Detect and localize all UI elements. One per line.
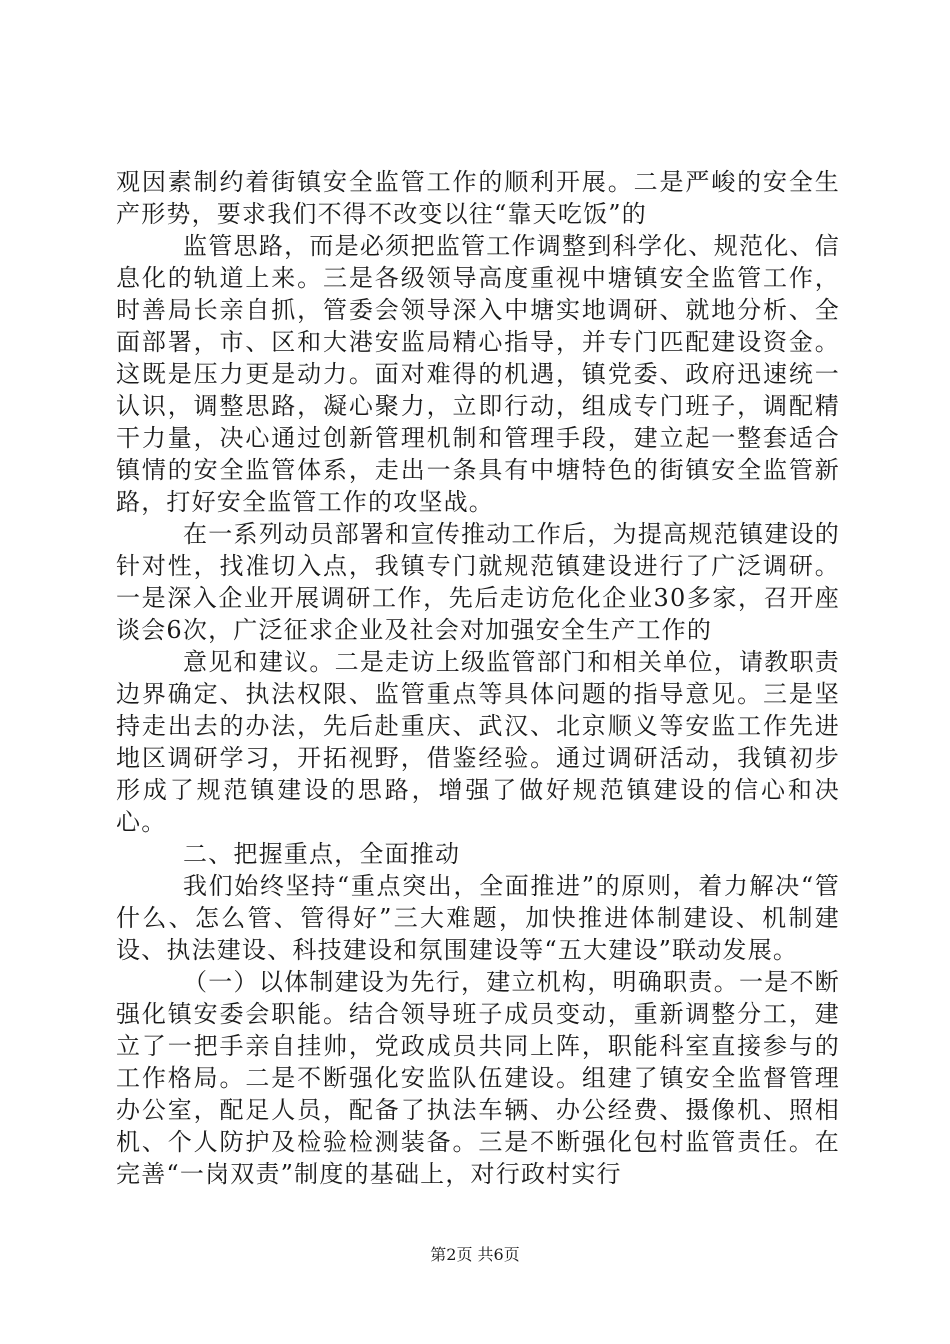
paragraph-1: 观因素制约着街镇安全监管工作的顺利开展。二是严峻的安全生产形势，要求我们不得不改变以往“靠天吃饭”的 [116, 168, 840, 228]
paragraph-2: 监管思路，而是必须把监管工作调整到科学化、规范化、信息化的轨道上来。三是各级领导高度重视中塘镇安全监管工作，时善局长亲自抓，管委会领导深入中塘实地调研、就地分析、全面部署，市、区和大港安监局精心指导，并专门匹配建设资金。这既是压力更是动力。面对难得的机遇，镇党委、政府迅速统一认识，调整思路，凝心聚力，立即行动，组成专门班子，调配精干力量，决心通过创新管理机制和管理手段，建立起一整套适合镇情的安全监管体系，走出一条具有中塘特色的街镇安全监管新路，打好安全监管工作的攻坚战。 [116, 232, 840, 516]
paragraph-3: 在一系列动员部署和宣传推动工作后，为提高规范镇建设的针对性，找准切入点，我镇专门就规范镇建设进行了广泛调研。一是深入企业开展调研工作，先后走访危化企业30多家，召开座谈会6次，广泛征求企业及社会对加强安全生产工作的 [116, 520, 840, 644]
paragraph-4: 意见和建议。二是走访上级监管部门和相关单位，请教职责边界确定、执法权限、监管重点等具体问题的指导意见。三是坚持走出去的办法，先后赴重庆、武汉、北京顺义等安监工作先进地区调研学习，开拓视野，借鉴经验。通过调研活动，我镇初步形成了规范镇建设的思路，增强了做好规范镇建设的信心和决心。 [116, 648, 840, 836]
document-body [116, 166, 840, 1190]
page-footer: 第2页 共6页 [430, 1245, 520, 1264]
paragraph-5: 我们始终坚持“重点突出，全面推进”的原则，着力解决“管什么、怎么管、管得好”三大难题，加快推进体制建设、机制建设、执法建设、科技建设和氛围建设等“五大建设”联动发展。 [116, 872, 840, 964]
paragraph-6: （一）以体制建设为先行，建立机构，明确职责。一是不断强化镇安委会职能。结合领导班子成员变动，重新调整分工，建立了一把手亲自挂帅，党政成员共同上阵，职能科室直接参与的工作格局。二是不断强化安监队伍建设。组建了镇安全监督管理办公室，配足人员，配备了执法车辆、办公经费、摄像机、照相机、个人防护及检验检测装备。三是不断强化包村监管责任。在完善“一岗双责”制度的基础上，对行政村实行 [116, 968, 840, 1188]
section-heading: 二、把握重点，全面推动 [183, 840, 461, 868]
